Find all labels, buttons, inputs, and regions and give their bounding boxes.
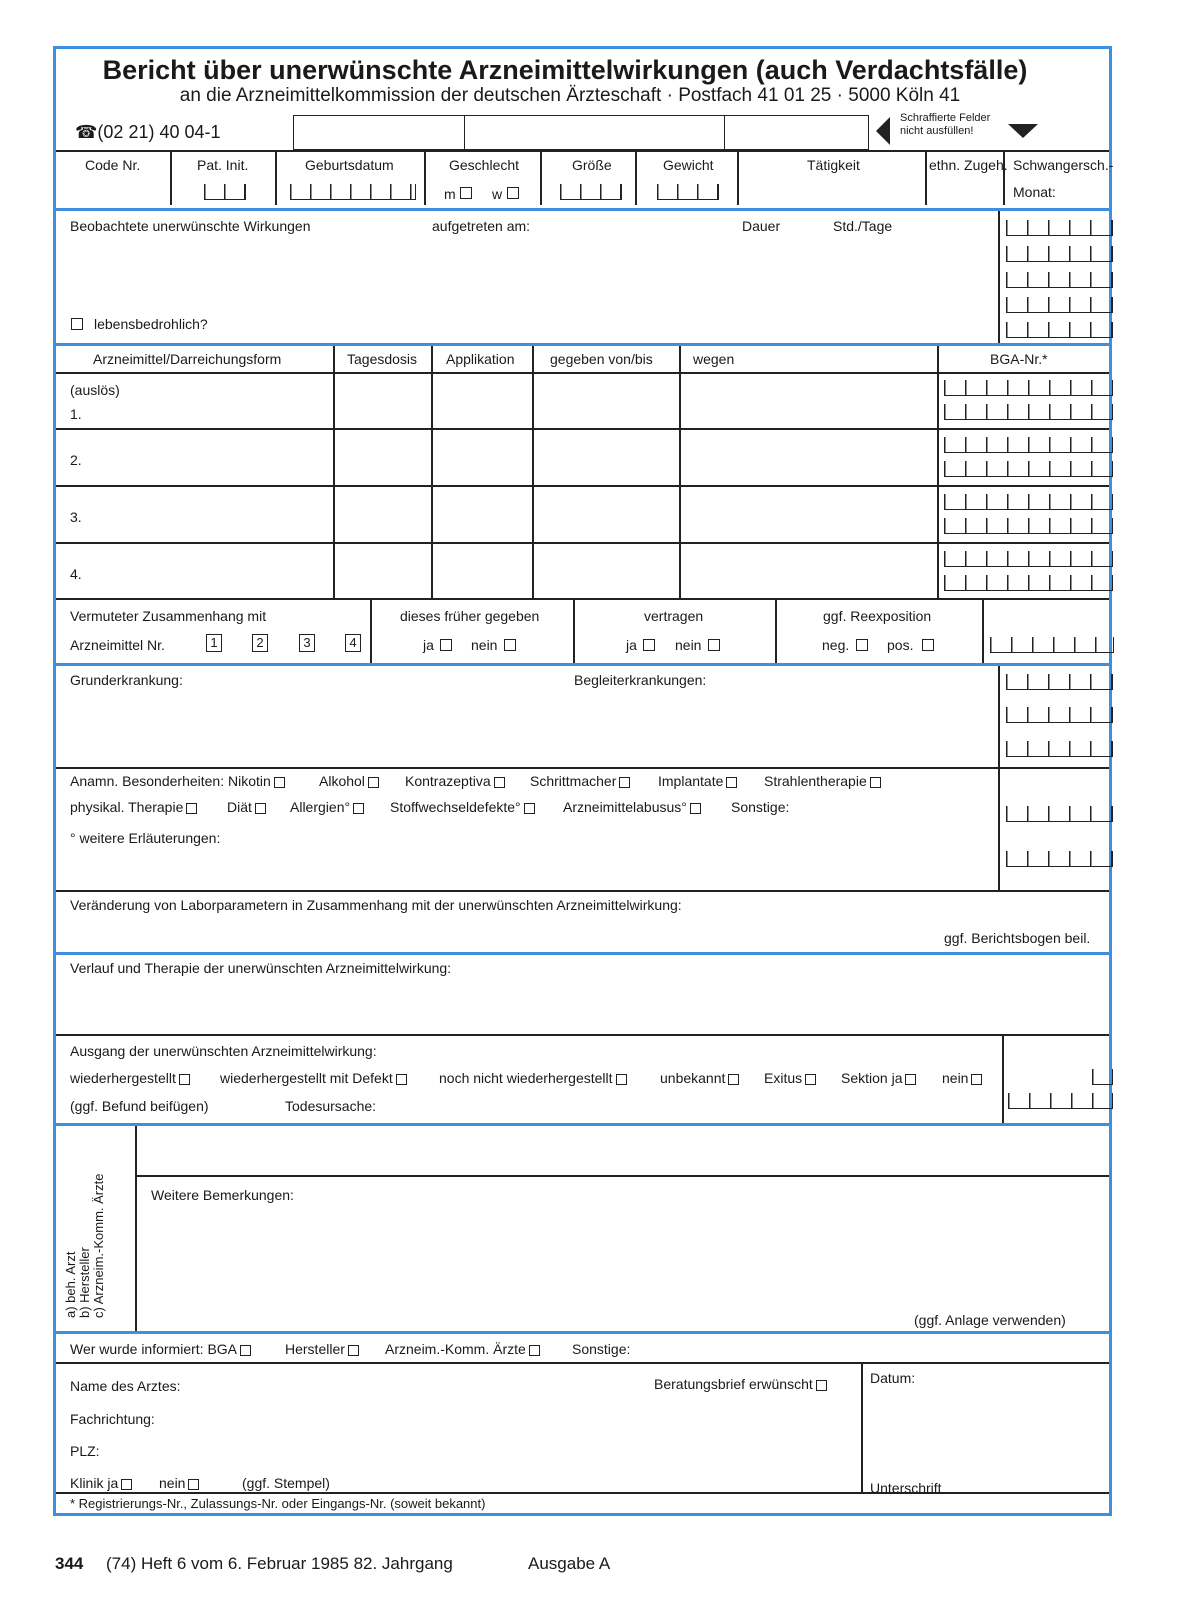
informed-commission: Arzneim.-Komm. Ärzte	[385, 1341, 540, 1357]
signature-label: Unterschrift	[870, 1480, 942, 1496]
exitus-checkbox[interactable]	[805, 1074, 816, 1085]
relation-drug-4[interactable]: 4	[345, 634, 361, 652]
restored-checkbox[interactable]	[179, 1074, 190, 1085]
side-label-b: b) Hersteller	[77, 1247, 92, 1318]
anam-more-label: ° weitere Erläuterungen:	[70, 830, 221, 846]
remarks-section	[53, 1123, 1112, 1334]
hatched-note-1: Schraffierte Felder	[900, 112, 991, 124]
disease-code-1[interactable]	[1006, 674, 1113, 690]
occurred-label: aufgetreten am:	[432, 218, 531, 234]
reexposition-label: ggf. Reexposition	[823, 608, 932, 624]
bga-2a[interactable]	[944, 437, 1113, 453]
footnote: * Registrierungs-Nr., Zulassungs-Nr. oder Eingangs-Nr. (soweit bekannt)	[70, 1496, 486, 1511]
anam-alcohol: Alkohol	[319, 773, 379, 789]
relation-label-1: Vermuteter Zusammenhang mit	[70, 608, 267, 624]
life-threatening-checkbox[interactable]	[71, 318, 83, 330]
outcome-unknown: unbekannt	[660, 1070, 739, 1086]
side-label-a: a) beh. Arzt	[63, 1251, 78, 1318]
radiotherapy-checkbox[interactable]	[870, 777, 881, 788]
height-label: Größe	[572, 157, 612, 173]
phone-number: ☎(02 21) 40 04-1	[75, 122, 221, 142]
advice-letter-checkbox[interactable]	[816, 1380, 827, 1391]
diet-checkbox[interactable]	[255, 803, 266, 814]
bga-3b[interactable]	[944, 518, 1113, 534]
tolerated-no-label: nein	[675, 637, 702, 653]
ethnic-label: ethn. Zugeh.	[929, 157, 1008, 173]
initials-label: Pat. Init.	[197, 157, 249, 173]
anam-nicotine: Anamn. Besonderheiten: Nikotin	[70, 773, 285, 789]
earlier-no-checkbox[interactable]	[504, 639, 516, 651]
outcome-label: Ausgang der unerwünschten Arzneimittelwirkung:	[70, 1043, 377, 1059]
weight-label: Gewicht	[663, 157, 714, 173]
life-threatening-label: lebensbedrohlich?	[94, 316, 208, 332]
metabolic-checkbox[interactable]	[524, 803, 535, 814]
male-checkbox[interactable]	[460, 187, 472, 199]
outcome-restored: wiederhergestellt	[70, 1070, 190, 1086]
course-section	[53, 952, 1112, 1126]
female-checkbox[interactable]	[507, 187, 519, 199]
unit-label: Std./Tage	[833, 218, 893, 234]
relation-drug-1[interactable]: 1	[206, 634, 222, 652]
outcome-not-restored: noch nicht wiederhergestellt	[439, 1070, 627, 1086]
advice-letter: Beratungsbrief erwünscht	[654, 1376, 827, 1392]
anam-physio: physikal. Therapie	[70, 799, 197, 815]
pregnancy-label: Schwangersch.-	[1013, 157, 1114, 173]
form-subtitle: an die Arzneimittelkommission der deutschen Ärzteschaft · Postfach 41 01 25 · 5000 Köln 41	[179, 85, 961, 106]
col-dose: Tagesdosis	[347, 351, 418, 367]
bga-4b[interactable]	[944, 575, 1113, 591]
outcome-code-1[interactable]	[1092, 1069, 1113, 1085]
anam-code-1[interactable]	[1006, 806, 1113, 822]
drug-row-2: 2.	[70, 452, 82, 468]
tolerated-yes-label: ja	[626, 637, 637, 653]
defect-checkbox[interactable]	[396, 1074, 407, 1085]
issue-info: (74) Heft 6 vom 6. Februar 1985 82. Jahrgang	[106, 1554, 453, 1573]
bga-checkbox[interactable]	[240, 1345, 251, 1356]
anam-other: Sonstige:	[731, 799, 790, 815]
drug-row-4: 4.	[70, 566, 82, 582]
birthdate-field[interactable]	[290, 184, 416, 200]
clinic-yes: Klinik ja	[70, 1475, 132, 1491]
anam-implants: Implantate	[658, 773, 737, 789]
tolerated-yes-checkbox[interactable]	[643, 639, 655, 651]
page-number: 344	[55, 1554, 84, 1573]
clinic-no-checkbox[interactable]	[188, 1479, 199, 1490]
zip-label: PLZ:	[70, 1443, 100, 1459]
bga-4a[interactable]	[944, 551, 1113, 567]
accomp-disease-label: Begleiterkrankungen:	[574, 672, 707, 688]
outcome-defect: wiederhergestellt mit Defekt	[220, 1070, 407, 1086]
implants-checkbox[interactable]	[726, 777, 737, 788]
col-given: gegeben von/bis	[550, 351, 653, 367]
sex-label: Geschlecht	[449, 157, 520, 173]
remarks-attach-label: (ggf. Anlage verwenden)	[914, 1312, 1066, 1328]
relation-label-2: Arzneimittel Nr.	[70, 637, 165, 653]
physio-checkbox[interactable]	[186, 803, 197, 814]
form-title: Bericht über unerwünschte Arzneimittelwirkungen (auch Verdachtsfälle)	[102, 55, 1028, 85]
date-label: Datum:	[870, 1370, 916, 1386]
bga-1b[interactable]	[944, 404, 1113, 420]
death-cause-label: Todesursache:	[285, 1098, 377, 1114]
abuse-checkbox[interactable]	[690, 803, 701, 814]
informed-bga: Wer wurde informiert: BGA	[70, 1341, 251, 1357]
effect-code-2[interactable]	[1006, 246, 1113, 262]
commission-checkbox[interactable]	[529, 1345, 540, 1356]
manufacturer-checkbox[interactable]	[348, 1345, 359, 1356]
anam-allergies: Allergien°	[290, 799, 364, 815]
outcome-autopsy-yes: Sektion ja	[841, 1070, 916, 1086]
anam-abuse: Arzneimittelabusus°	[563, 799, 701, 815]
initials-field[interactable]	[204, 184, 246, 200]
relation-drug-3[interactable]: 3	[299, 634, 315, 652]
reexpo-neg-checkbox[interactable]	[856, 639, 868, 651]
male-label: m	[444, 186, 456, 202]
relation-drug-2[interactable]: 2	[252, 634, 268, 652]
effect-code-3[interactable]	[1006, 272, 1113, 288]
doctor-section	[53, 1331, 1112, 1516]
col-bga: BGA-Nr.*	[990, 351, 1048, 367]
bga-2b[interactable]	[944, 461, 1113, 477]
outcome-code-2[interactable]	[1008, 1093, 1113, 1109]
contraceptives-checkbox[interactable]	[494, 777, 505, 788]
hatched-note-2: nicht ausfüllen!	[900, 125, 974, 137]
pacemaker-checkbox[interactable]	[619, 777, 630, 788]
trigger-label: (auslös)	[70, 382, 120, 398]
side-label-c: c) Arzneim.-Komm. Ärzte	[91, 1173, 106, 1318]
autopsy-no-checkbox[interactable]	[971, 1074, 982, 1085]
specialty-label: Fachrichtung:	[70, 1411, 155, 1427]
height-field[interactable]	[560, 184, 622, 200]
birthdate-label: Geburtsdatum	[305, 157, 394, 173]
doctor-name-label: Name des Arztes:	[70, 1378, 181, 1394]
relation-code-field[interactable]	[990, 637, 1114, 653]
reexpo-pos-checkbox[interactable]	[922, 639, 934, 651]
clinic-yes-checkbox[interactable]	[121, 1479, 132, 1490]
disease-code-3[interactable]	[1006, 741, 1113, 757]
duration-label: Dauer	[742, 218, 781, 234]
unknown-checkbox[interactable]	[728, 1074, 739, 1085]
informed-other: Sonstige:	[572, 1341, 631, 1357]
nicotine-checkbox[interactable]	[274, 777, 285, 788]
female-label: w	[492, 186, 503, 202]
recipient-side-labels	[64, 1174, 106, 1318]
autopsy-yes-checkbox[interactable]	[905, 1074, 916, 1085]
outcome-exitus: Exitus	[764, 1070, 816, 1086]
reexpo-pos-label: pos.	[887, 637, 914, 653]
tolerated-no-checkbox[interactable]	[708, 639, 720, 651]
effect-code-5[interactable]	[1006, 322, 1113, 338]
job-label: Tätigkeit	[807, 157, 860, 173]
tolerated-label: vertragen	[644, 608, 704, 624]
effect-code-4[interactable]	[1006, 297, 1113, 313]
clinic-no: nein	[159, 1475, 199, 1491]
earlier-label: dieses früher gegeben	[400, 608, 540, 624]
anam-pacemaker: Schrittmacher	[530, 773, 630, 789]
col-drug: Arzneimittel/Darreichungsform	[93, 351, 282, 367]
stamp-label: (ggf. Stempel)	[242, 1475, 330, 1491]
lab-attach-label: ggf. Berichtsbogen beil.	[944, 930, 1091, 946]
bga-3a[interactable]	[944, 494, 1113, 510]
anam-metabolic: Stoffwechseldefekte°	[390, 799, 535, 815]
anam-contraceptives: Kontrazeptiva	[405, 773, 505, 789]
alcohol-checkbox[interactable]	[368, 777, 379, 788]
observed-label: Beobachtete unerwünschte Wirkungen	[70, 218, 311, 234]
earlier-yes-label: ja	[423, 637, 434, 653]
not-restored-checkbox[interactable]	[616, 1074, 627, 1085]
informed-manufacturer: Hersteller	[285, 1341, 359, 1357]
col-application: Applikation	[446, 351, 515, 367]
base-disease-label: Grunderkrankung:	[70, 672, 183, 688]
earlier-no-label: nein	[471, 637, 498, 653]
earlier-yes-checkbox[interactable]	[440, 639, 452, 651]
drug-row-1: 1.	[70, 406, 82, 422]
disease-code-2[interactable]	[1006, 707, 1113, 723]
anam-diet: Diät	[227, 799, 266, 815]
lab-label: Veränderung von Laborparametern in Zusammenhang mit der unerwünschten Arzneimittelwirkung:	[70, 897, 682, 913]
col-reason: wegen	[693, 351, 735, 367]
drug-row-3: 3.	[70, 509, 82, 525]
allergies-checkbox[interactable]	[353, 803, 364, 814]
month-label: Monat:	[1013, 184, 1056, 200]
remarks-label: Weitere Bemerkungen:	[151, 1187, 294, 1203]
course-label: Verlauf und Therapie der unerwünschten Arzneimittelwirkung:	[70, 960, 452, 976]
anam-radiotherapy: Strahlentherapie	[764, 773, 881, 789]
effect-code-1[interactable]	[1006, 220, 1113, 236]
reexpo-neg-label: neg.	[822, 637, 850, 653]
code-label: Code Nr.	[85, 157, 141, 173]
edition-label: Ausgabe A	[528, 1554, 611, 1573]
weight-field[interactable]	[657, 184, 719, 200]
outcome-autopsy-no: nein	[942, 1070, 982, 1086]
anam-code-2[interactable]	[1006, 851, 1113, 867]
findings-label: (ggf. Befund beifügen)	[70, 1098, 209, 1114]
bga-1a[interactable]	[944, 380, 1113, 396]
